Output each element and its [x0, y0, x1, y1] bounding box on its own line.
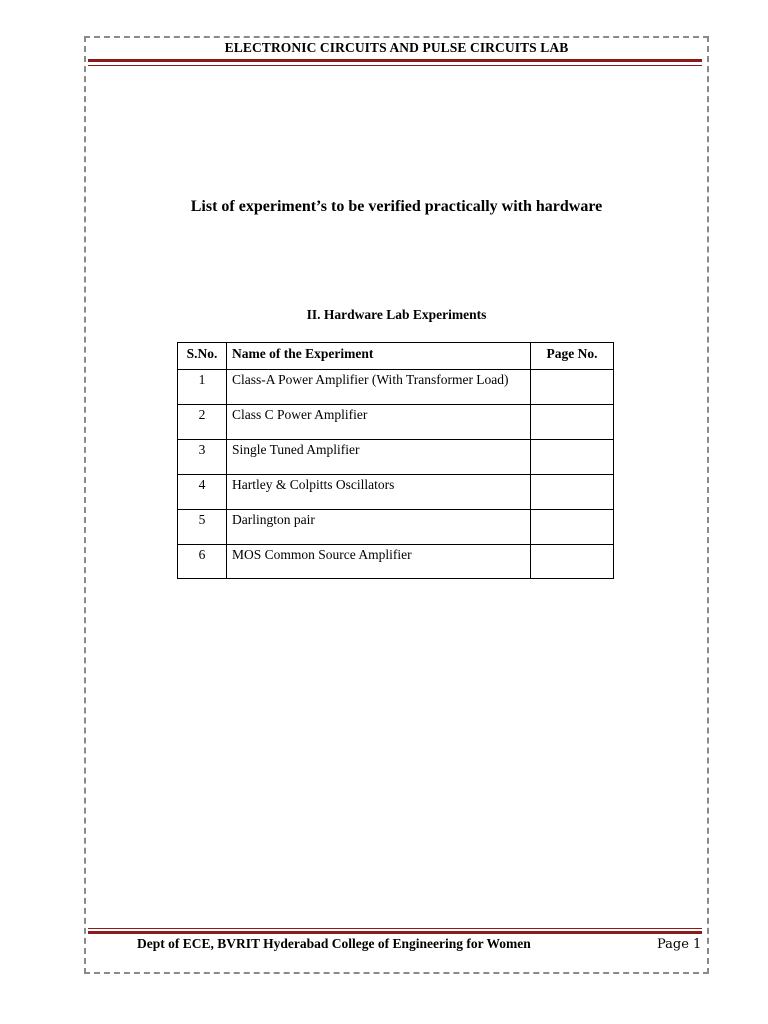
- header-title: ELECTRONIC CIRCUITS AND PULSE CIRCUITS LAB: [224, 40, 569, 55]
- row-sno: 5: [178, 510, 227, 545]
- footer-rule-thick: [88, 931, 702, 934]
- footer-page-number: Page 1: [657, 937, 702, 952]
- table-row: [178, 545, 614, 579]
- column-header-sno: S.No.: [178, 343, 227, 370]
- header-rule-thick: [88, 59, 702, 62]
- row-sno: 1: [178, 370, 227, 405]
- table-row: [178, 440, 614, 475]
- row-sno: 2: [178, 405, 227, 440]
- row-sno: 3: [178, 440, 227, 475]
- header-rule-thin: [88, 65, 702, 66]
- footer-rule-thin: [88, 928, 702, 929]
- row-page-no: [531, 405, 614, 440]
- row-page-no: [531, 545, 614, 579]
- footer-department: Dept of ECE, BVRIT Hyderabad College of Engineering for Women: [137, 936, 531, 951]
- table-header-row: [178, 343, 614, 370]
- row-page-no: [531, 440, 614, 475]
- column-header-page: Page No.: [531, 343, 614, 370]
- row-experiment-name: Hartley & Colpitts Oscillators: [227, 475, 531, 510]
- row-experiment-name: Darlington pair: [227, 510, 531, 545]
- experiments-table: [177, 342, 614, 579]
- row-experiment-name: MOS Common Source Amplifier: [227, 545, 531, 579]
- row-experiment-name: Single Tuned Amplifier: [227, 440, 531, 475]
- row-sno: 6: [178, 545, 227, 579]
- section-title: II. Hardware Lab Experiments: [306, 307, 487, 322]
- row-experiment-name: Class C Power Amplifier: [227, 405, 531, 440]
- table-row: [178, 475, 614, 510]
- table-row: [178, 370, 614, 405]
- table-row: [178, 405, 614, 440]
- row-sno: 4: [178, 475, 227, 510]
- row-page-no: [531, 475, 614, 510]
- row-page-no: [531, 370, 614, 405]
- table-row: [178, 510, 614, 545]
- page-title: List of experiment’s to be verified practically with hardware: [190, 198, 603, 215]
- column-header-name: Name of the Experiment: [227, 343, 531, 370]
- row-experiment-name: Class-A Power Amplifier (With Transformer Load): [227, 370, 531, 405]
- row-page-no: [531, 510, 614, 545]
